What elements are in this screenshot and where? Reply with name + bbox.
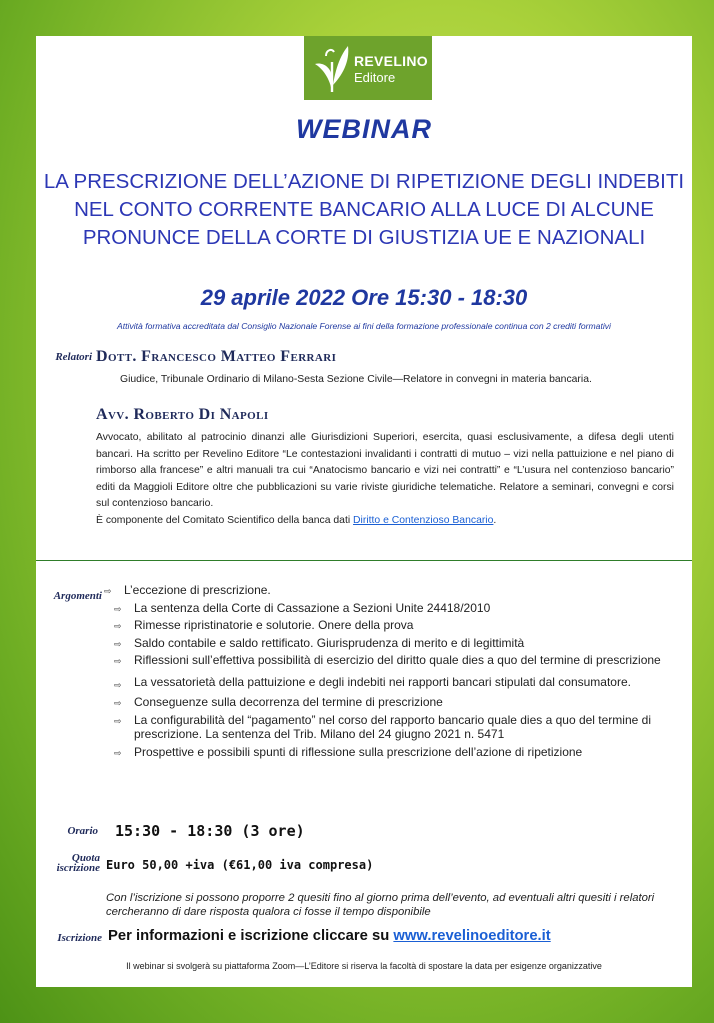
speaker-1-name: Dott. Francesco Matteo Ferrari [96,348,337,365]
topics-list [104,583,686,760]
title-line: PRONUNCE DELLA CORTE DI GIUSTIZIA UE E NAZIONALI [82,226,646,249]
brand-sub: Editore [354,70,396,85]
list-item: ⇨ Conseguenze sulla decorrenza del termine di prescrizione [114,694,443,709]
committee-text: È componente del Comitato Scientifico della banca dati [96,515,354,526]
arrow-icon: ⇨ [114,656,122,666]
webinar-title [36,168,692,252]
argomenti-label: Argomenti [53,590,102,602]
quota-value: Euro 50,00 +iva (€61,00 iva compresa) [106,858,374,872]
arrow-icon: ⇨ [114,603,122,614]
event-date: 29 aprile 2022 Ore 15:30 - 18:30 [200,285,528,310]
list-item: ⇨ Riflessioni sull’effettiva possibilità di esercizio del diritto quale dies a quo del termine di prescrizione [114,653,661,667]
list-item: ⇨ L’eccezione di prescrizione. [104,583,271,597]
arrow-icon: ⇨ [114,716,122,726]
quota-label: Quota iscrizione [56,852,100,874]
flyer-sheet [36,36,692,987]
speaker-2-bio: Avvocato, abilitato al patrocinio dinanzi alle Giurisdizioni Superiori, esercita, quasi esclusivamente, a difesa degli utenti bancari. Ha scritto per Revelino Editore “Le contestazioni invalidanti i contratti di mutuo – vizi nella pattuizione e nel piano di rimborso alla francese” e altri manuali tra cui “Anatocismo bancario e vizi nei contratti” e “L’usura nel contenzioso bancario” editi da Maggioli Editore oltre che pubblicazioni su varie riviste giuridiche telematiche. Relatore a seminari, convegni e corsi sul contenzioso bancario. [96,432,674,510]
relatori-label: Relatori [55,351,92,363]
arrow-icon: ⇨ [114,679,122,690]
list-item: ⇨ Rimesse ripristinatorie e solutorie. Onere della prova [114,618,414,632]
list-item: ⇨ La vessatorietà della pattuizione e degli indebiti nei rapporti bancari stipulati dal consumatore. [114,673,686,691]
quesiti-note: Con l’iscrizione si possono proporre 2 quesiti fino al giorno prima dell’evento, ad eventuali altri quesiti i relatori cercheranno di dare risposta qualora ci fosse il tempo disponibile [106,892,655,918]
accreditation-note: Attività formativa accreditata dal Consiglio Nazionale Forense ai fini della formazione professionale continua con 2 crediti formativi [117,321,611,331]
title-line: NEL CONTO CORRENTE BANCARIO ALLA LUCE DI ALCUNE [74,198,654,221]
website-link[interactable]: www.revelinoeditore.it [393,928,551,944]
brand-name: REVELINO [354,53,428,69]
iscrizione-info: Per informazioni e iscrizione cliccare su www.revelinoeditore.it [108,928,551,944]
footer-note: Il webinar si svolgerà su piattaforma Zoom—L’Editore si riserva la facoltà di spostare la data per esigenze organizzative [126,961,602,971]
arrow-icon: ⇨ [114,748,122,758]
list-item: ⇨ La sentenza della Corte di Cassazione a Sezioni Unite 24418/2010 [114,600,491,615]
committee-suffix: . [493,515,497,526]
speaker-2-bio-committee [96,513,674,530]
webinar-heading: WEBINAR [296,114,432,144]
revelino-leaf-icon [312,42,352,94]
arrow-icon: ⇨ [114,621,122,631]
list-item: ⇨ Saldo contabile e saldo rettificato. Giurisprudenza di merito e di legittimità [114,635,525,650]
speaker-2-name: Avv. Roberto Di Napoli [96,406,269,423]
iscrizione-label: Iscrizione [57,932,102,944]
list-item: ⇨ Prospettive e possibili spunti di riflessione sulla prescrizione dell’azione di ripetizione [114,745,583,759]
arrow-icon: ⇨ [104,586,112,596]
orario-value: 15:30 - 18:30 (3 ore) [115,822,305,840]
section-divider [36,560,692,561]
arrow-icon: ⇨ [114,697,122,708]
title-line: LA PRESCRIZIONE DELL’AZIONE DI RIPETIZIONE DEGLI INDEBITI [43,170,685,193]
arrow-icon: ⇨ [114,638,122,649]
orario-label: Orario [67,825,98,837]
list-item: ⇨ La configurabilità del “pagamento” nel corso del rapporto bancario quale dies a quo del termine di prescrizione. La sentenza del Trib. Milano del 24 giugno 2021 n. 5471 [114,713,651,741]
speaker-1-bio: Giudice, Tribunale Ordinario di Milano-Sesta Sezione Civile—Relatore in convegni in materia bancaria. [120,374,592,385]
database-link[interactable]: Diritto e Contenzioso Bancario [353,515,494,526]
publisher-logo [304,36,432,100]
